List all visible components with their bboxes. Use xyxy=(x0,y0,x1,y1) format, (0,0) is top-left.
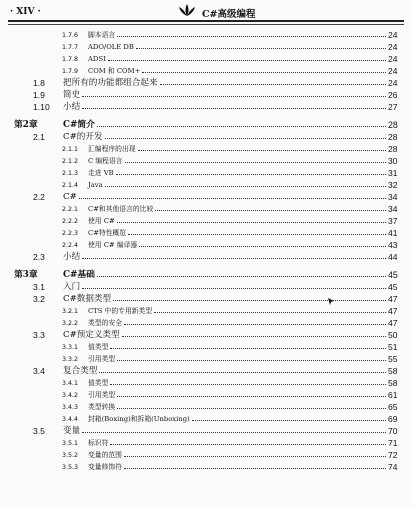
toc-entry xyxy=(0,240,412,251)
toc-entry-page: 45 xyxy=(388,270,398,280)
toc-entry-number: 1.7.6 xyxy=(62,32,79,39)
toc-entry-page: 51 xyxy=(388,342,398,352)
toc-entry-number: 3.2.1 xyxy=(62,308,79,315)
toc-entry-page: 47 xyxy=(388,294,398,304)
toc-entry-page: 70 xyxy=(388,426,398,436)
toc-entry-title xyxy=(63,252,388,263)
toc-entry-number: 3.5.1 xyxy=(62,440,79,447)
toc-entry-title-text: Java xyxy=(88,181,103,189)
toc-entry-page: 31 xyxy=(388,168,398,178)
toc-entry-page: 74 xyxy=(388,462,398,472)
toc-entry-number: 2.1.2 xyxy=(62,158,79,165)
toc-entry-title-text: 引用类型 xyxy=(88,391,116,399)
toc-entry xyxy=(0,330,412,341)
toc-entry-title-text: 入门 xyxy=(63,282,81,292)
toc-entry-number: 3.4 xyxy=(33,366,45,376)
toc-entry xyxy=(0,180,412,191)
toc-entry-title-text: C 编程语言 xyxy=(88,157,123,165)
leader-dots xyxy=(124,456,386,457)
toc-entry-title xyxy=(63,294,388,305)
toc-entry-page: 24 xyxy=(388,78,398,88)
toc-entry-page: 55 xyxy=(388,354,398,364)
toc-entry-number: 1.8 xyxy=(33,78,45,88)
toc-entry-title xyxy=(63,282,388,293)
toc-entry xyxy=(0,414,412,425)
toc-entry-number: 2.2.3 xyxy=(62,230,79,237)
toc-entry xyxy=(0,78,412,89)
toc-entry-page: 45 xyxy=(388,282,398,292)
toc-entry-page: 24 xyxy=(388,54,398,64)
toc-entry-title xyxy=(88,30,388,41)
leader-dots xyxy=(160,84,386,85)
toc-entry-title xyxy=(88,168,388,179)
toc-entry-page: 65 xyxy=(388,402,398,412)
toc-entry xyxy=(0,282,412,293)
leader-dots xyxy=(82,96,386,97)
toc-entry xyxy=(0,168,412,179)
leader-dots xyxy=(79,198,386,199)
toc-entry-page: 69 xyxy=(388,414,398,424)
toc-entry-number: 1.7.7 xyxy=(62,44,79,51)
toc-entry xyxy=(0,378,412,389)
toc-entry-number: 2.1.1 xyxy=(62,146,79,153)
toc-entry-number: 3.2 xyxy=(33,294,45,304)
toc-entry xyxy=(0,54,412,65)
toc-entry-title-text: 值类型 xyxy=(88,343,109,351)
toc-entry-page: 34 xyxy=(388,204,398,214)
toc-entry-title-text: C#预定义类型 xyxy=(63,330,120,340)
leader-dots xyxy=(192,420,386,421)
toc-entry-title-text: COM 和 COM+ xyxy=(88,67,141,75)
toc-entry xyxy=(0,426,412,437)
toc-entry xyxy=(0,354,412,365)
book-title: C#高级编程 xyxy=(202,9,256,20)
leader-dots xyxy=(82,108,386,109)
lotus-logo-icon xyxy=(178,3,196,17)
toc-entry xyxy=(0,366,412,377)
toc-entry-number: 2.2.1 xyxy=(62,206,79,213)
toc-entry-title-text: 类型转换 xyxy=(88,403,116,411)
toc-entry-page: 27 xyxy=(388,102,398,112)
toc-entry-page: 58 xyxy=(388,378,398,388)
toc-entry-page: 50 xyxy=(388,330,398,340)
toc-entry xyxy=(0,144,412,155)
toc-entry-title xyxy=(88,390,388,401)
toc-entry-title xyxy=(63,192,388,203)
toc-entry-title xyxy=(88,180,388,191)
toc-entry-title xyxy=(88,414,388,425)
toc-entry-title xyxy=(88,342,388,353)
leader-dots xyxy=(117,360,386,361)
toc-entry-number: 3.4.2 xyxy=(62,392,79,399)
toc-entry xyxy=(0,192,412,203)
leader-dots xyxy=(97,126,386,127)
leader-dots xyxy=(117,222,386,223)
toc-entry-number: 3.4.3 xyxy=(62,404,79,411)
toc-entry xyxy=(0,156,412,167)
toc-entry-title xyxy=(63,330,388,341)
page-number-label: · XIV · xyxy=(10,7,41,17)
toc-entry-title-text: 走进 VB xyxy=(88,169,114,177)
toc-entry-number: 1.10 xyxy=(33,102,50,112)
toc-entry-title-text: C#数据类型 xyxy=(63,294,112,304)
toc-entry-title-text: 脚本语言 xyxy=(88,31,116,39)
toc-entry xyxy=(0,402,412,413)
toc-entry-page: 24 xyxy=(388,30,398,40)
toc-entry xyxy=(0,450,412,461)
toc-entry-title-text: 值类型 xyxy=(88,379,109,387)
header-rule-thin xyxy=(8,24,404,25)
toc-entry-number: 1.7.8 xyxy=(62,56,79,63)
toc-entry-title xyxy=(63,270,388,281)
toc-entry-number: 2.3 xyxy=(33,252,45,262)
leader-dots xyxy=(110,384,386,385)
toc-entry-title xyxy=(88,378,388,389)
leader-dots xyxy=(117,396,386,397)
toc-entry-number: 2.1 xyxy=(33,132,45,142)
toc-entry-title-text: 复合类型 xyxy=(63,366,98,376)
toc-entry-page: 47 xyxy=(388,306,398,316)
toc-entry-title xyxy=(88,354,388,365)
toc-entry-title xyxy=(88,156,388,167)
toc-entry-title-text: 变量 xyxy=(63,426,81,436)
toc-entry-number: 3.3.2 xyxy=(62,356,79,363)
toc-entry-number: 第3章 xyxy=(14,270,38,280)
toc-entry xyxy=(0,120,412,131)
leader-dots xyxy=(155,210,386,211)
toc-entry-title-text: CTS 中的专用新类型 xyxy=(88,307,153,315)
toc-entry-title-text: 小结 xyxy=(63,252,81,262)
toc-entry xyxy=(0,132,412,143)
toc-entry xyxy=(0,102,412,113)
toc-entry xyxy=(0,306,412,317)
toc-entry-title xyxy=(88,240,388,251)
leader-dots xyxy=(110,444,386,445)
toc-entry-title xyxy=(88,66,388,77)
leader-dots xyxy=(138,150,386,151)
toc-entry-page: 58 xyxy=(388,366,398,376)
toc-entry-title xyxy=(63,78,388,89)
toc-entry-title-text: 把所有的功能都组合起来 xyxy=(63,78,158,88)
toc-entry-title xyxy=(88,450,388,461)
toc-entry xyxy=(0,390,412,401)
toc-entry-page: 41 xyxy=(388,228,398,238)
page-header xyxy=(0,0,412,30)
toc-entry-number: 3.3.1 xyxy=(62,344,79,351)
toc-entry-page: 61 xyxy=(388,390,398,400)
toc-entry-number: 3.3 xyxy=(33,330,45,340)
leader-dots xyxy=(105,138,386,139)
toc-entry-title-text: C# xyxy=(63,192,77,202)
toc-entry xyxy=(0,66,412,77)
leader-dots xyxy=(136,48,386,49)
toc-entry xyxy=(0,318,412,329)
leader-dots xyxy=(124,324,386,325)
toc-entry-title xyxy=(88,318,388,329)
toc-entry-title-text: 小结 xyxy=(63,102,81,112)
toc-entry-title-text: 使用 C# 编译器 xyxy=(88,241,138,249)
toc-entry-page: 28 xyxy=(388,120,398,130)
toc-entry-title-text: ADO/OLE DB xyxy=(88,43,134,51)
toc-entry-title xyxy=(88,216,388,227)
toc-entry-title-text: C#基础 xyxy=(63,270,95,280)
toc-entry xyxy=(0,342,412,353)
toc-entry-number: 2.2 xyxy=(33,192,45,202)
toc-entry-title xyxy=(63,426,388,437)
toc-entry-page: 47 xyxy=(388,318,398,328)
leader-dots xyxy=(82,288,386,289)
toc-entry xyxy=(0,42,412,53)
toc-entry-title-text: 变量的范围 xyxy=(88,451,122,459)
toc-entry-title-text: 简史 xyxy=(63,90,81,100)
leader-dots xyxy=(117,408,386,409)
toc-entry-number: 2.2.4 xyxy=(62,242,79,249)
toc-entry-number: 3.2.2 xyxy=(62,320,79,327)
toc-entry-title-text: 封箱(Boxing)和拆箱(Unboxing) xyxy=(88,415,190,423)
toc-entry-page: 32 xyxy=(388,180,398,190)
toc-entry-title xyxy=(63,90,388,101)
toc-entry xyxy=(0,438,412,449)
toc-entry-title xyxy=(88,204,388,215)
leader-dots xyxy=(97,276,386,277)
toc-entry-title xyxy=(88,306,388,317)
toc-entry xyxy=(0,204,412,215)
leader-dots xyxy=(105,186,386,187)
toc-entry-title xyxy=(88,462,388,473)
toc-entry-page: 30 xyxy=(388,156,398,166)
toc-entry-title-text: 引用类型 xyxy=(88,355,116,363)
leader-dots xyxy=(110,348,386,349)
toc-entry-title xyxy=(88,42,388,53)
toc-entry-page: 24 xyxy=(388,66,398,76)
toc-entry-title xyxy=(88,438,388,449)
toc-entry-number: 2.2.2 xyxy=(62,218,79,225)
toc-entry-title xyxy=(63,132,388,143)
toc-entry-title-text: 变量修饰符 xyxy=(88,463,122,471)
toc-entry xyxy=(0,30,412,41)
toc-entry-title xyxy=(88,402,388,413)
toc-entry-title-text: 标识符 xyxy=(88,439,109,447)
leader-dots xyxy=(82,432,386,433)
toc-entry xyxy=(0,216,412,227)
leader-dots xyxy=(113,300,386,301)
toc-entry xyxy=(0,90,412,101)
toc-entry-page: 37 xyxy=(388,216,398,226)
toc-entry-title-text: C#特性概览 xyxy=(88,229,127,237)
toc-entry-title xyxy=(63,102,388,113)
toc-entry-page: 72 xyxy=(388,450,398,460)
leader-dots xyxy=(139,246,386,247)
leader-dots xyxy=(99,372,386,373)
mouse-cursor-icon xyxy=(328,298,334,305)
toc-entry-number: 3.5 xyxy=(33,426,45,436)
header-rule xyxy=(8,20,404,22)
toc-entry xyxy=(0,228,412,239)
leader-dots xyxy=(116,174,386,175)
toc-entry-page: 44 xyxy=(388,252,398,262)
toc-entry-title-text: C#和其他语言的比较 xyxy=(88,205,154,213)
toc-entry xyxy=(0,294,412,305)
toc-entry-title xyxy=(88,54,388,65)
toc-entry-title-text: 使用 C# xyxy=(88,217,115,225)
leader-dots xyxy=(154,312,386,313)
toc-entry-title xyxy=(88,144,388,155)
toc-entry-page: 26 xyxy=(388,90,398,100)
toc-entry-title-text: 汇编程序的出现 xyxy=(88,145,136,153)
leader-dots xyxy=(128,234,386,235)
leader-dots xyxy=(124,468,386,469)
toc-entry-number: 3.5.3 xyxy=(62,464,79,471)
toc-entry-number: 2.1.4 xyxy=(62,182,79,189)
toc-entry-title-text: ADSI xyxy=(88,55,106,63)
leader-dots xyxy=(82,258,386,259)
toc-entry-number: 3.5.2 xyxy=(62,452,79,459)
toc-entry-title xyxy=(63,366,388,377)
toc-entry-number: 3.4.1 xyxy=(62,380,79,387)
toc-entry-title-text: C#简介 xyxy=(63,120,95,130)
toc-entry-title-text: 类型的安全 xyxy=(88,319,122,327)
leader-dots xyxy=(117,36,386,37)
toc-entry-page: 43 xyxy=(388,240,398,250)
leader-dots xyxy=(108,60,386,61)
toc-entry xyxy=(0,252,412,263)
leader-dots xyxy=(125,162,386,163)
toc-entry-number: 1.9 xyxy=(33,90,45,100)
toc-entry-number: 3.1 xyxy=(33,282,45,292)
toc-entry-number: 2.1.3 xyxy=(62,170,79,177)
toc-entry-title xyxy=(88,228,388,239)
toc-entry xyxy=(0,462,412,473)
toc-entry-page: 28 xyxy=(388,132,398,142)
toc-entry-title-text: C#的开发 xyxy=(63,132,103,142)
toc-entry-number: 1.7.9 xyxy=(62,68,79,75)
toc-entry xyxy=(0,270,412,281)
toc-entry-page: 28 xyxy=(388,144,398,154)
leader-dots xyxy=(142,72,386,73)
toc-entry-number: 3.4.4 xyxy=(62,416,79,423)
leader-dots xyxy=(122,336,386,337)
toc-entry-number: 第2章 xyxy=(14,120,38,130)
toc-entry-title xyxy=(63,120,388,131)
toc-entry-page: 34 xyxy=(388,192,398,202)
toc-entry-page: 71 xyxy=(388,438,398,448)
toc-entry-page: 24 xyxy=(388,42,398,52)
